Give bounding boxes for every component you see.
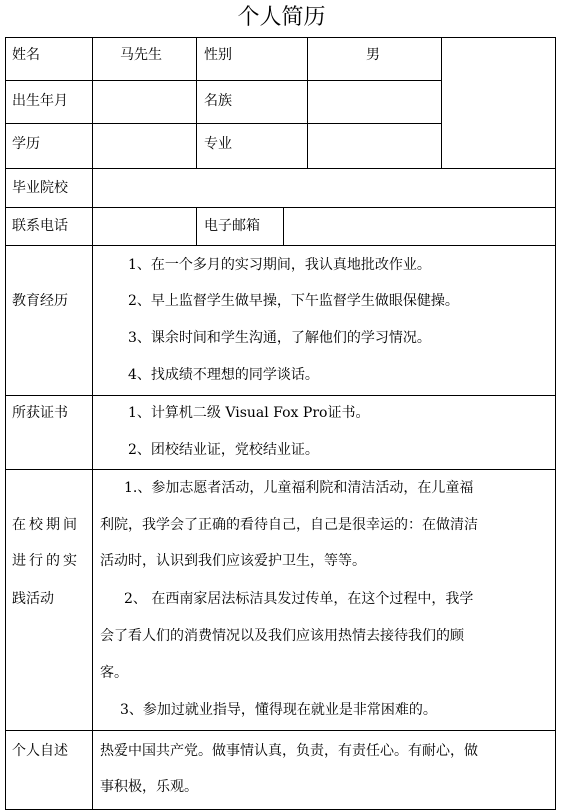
practice-text-line: 1.、参加志愿者活动，儿童福利院和清洁活动，在儿童福	[124, 480, 474, 496]
practice-text-line: 会了看人们的消费情况以及我们应该用热情去接待我们的顾	[100, 628, 464, 644]
education-experience-item: 1、在一个多月的实习期间，我认真地批改作业。	[128, 257, 431, 273]
major-label: 专业	[204, 136, 232, 152]
school-label: 毕业院校	[12, 180, 68, 196]
practice-label-line: 在校期间	[12, 517, 80, 533]
column-divider	[283, 207, 284, 245]
education-experience-item: 3、课余时间和学生沟通，了解他们的学习情况。	[128, 330, 431, 346]
row-divider	[5, 245, 556, 246]
label-column-divider	[92, 37, 93, 810]
row-divider	[5, 123, 442, 124]
table-border-top	[5, 37, 556, 38]
practice-label-line: 进行的实	[12, 553, 80, 569]
row-divider	[5, 80, 442, 81]
row-divider	[5, 207, 556, 208]
ethnicity-label: 名族	[204, 93, 232, 109]
self-evaluation-line: 热爱中国共产党。做事情认真，负责，有责任心。有耐心，做	[100, 743, 478, 759]
gender-value: 男	[366, 47, 380, 63]
practice-label-line: 践活动	[12, 591, 54, 607]
column-divider	[196, 207, 197, 245]
row-divider	[5, 469, 556, 470]
name-label: 姓名	[12, 47, 40, 63]
certificates-label: 所获证书	[12, 405, 68, 421]
certificate-item: 1、计算机二级 Visual Fox Pro证书。	[128, 405, 370, 421]
table-border-bottom	[5, 809, 556, 810]
birth-label: 出生年月	[12, 93, 68, 109]
practice-text-line: 2、 在西南家居法标洁具发过传单，在这个过程中，我学	[124, 591, 474, 607]
practice-text-line: 客。	[100, 665, 128, 681]
self-evaluation-label: 个人自述	[12, 743, 68, 759]
column-divider	[196, 37, 197, 168]
table-border-left	[5, 37, 6, 810]
education-label: 学历	[12, 136, 40, 152]
education-experience-item: 2、早上监督学生做早操，下午监督学生做眼保健操。	[128, 293, 459, 309]
practice-text-line: 3、参加过就业指导，懂得现在就业是非常困难的。	[120, 702, 437, 718]
education-experience-label: 教育经历	[12, 293, 68, 309]
practice-text-line: 活动时，认识到我们应该爱护卫生，等等。	[100, 553, 366, 569]
photo-column-divider	[441, 37, 442, 168]
row-divider	[5, 395, 556, 396]
gender-label: 性别	[204, 47, 232, 63]
row-divider	[5, 168, 556, 169]
row-divider	[5, 730, 556, 731]
certificate-item: 2、团校结业证，党校结业证。	[128, 442, 319, 458]
phone-label: 联系电话	[12, 218, 68, 234]
email-label: 电子邮箱	[204, 218, 260, 234]
page-title: 个人简历	[237, 5, 326, 30]
education-experience-item: 4、找成绩不理想的同学谈话。	[128, 367, 319, 383]
table-border-right	[555, 37, 556, 810]
self-evaluation-line: 事积极，乐观。	[100, 779, 198, 795]
practice-text-line: 利院，我学会了正确的看待自己，自己是很幸运的：在做清洁	[100, 517, 478, 533]
column-divider	[307, 37, 308, 168]
name-value: 马先生	[120, 47, 162, 63]
